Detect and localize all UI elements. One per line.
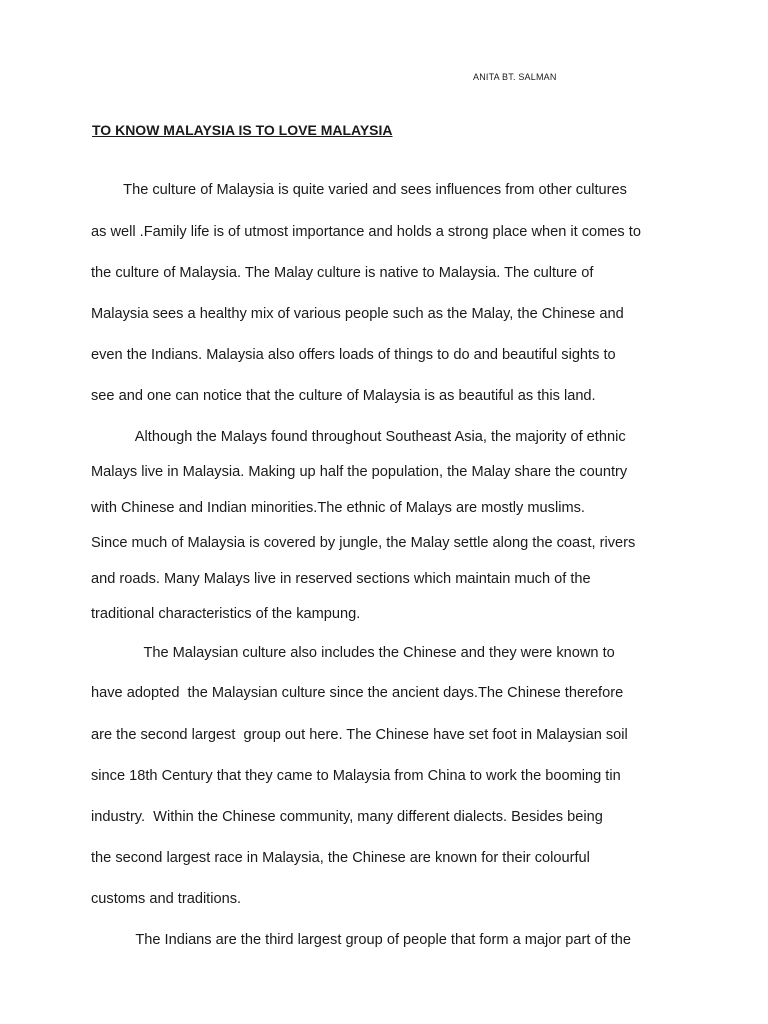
text-line: industry. Within the Chinese community, many different dialects. Besides being xyxy=(91,809,603,825)
text-line: Malaysia sees a healthy mix of various people such as the Malay, the Chinese and xyxy=(91,306,624,322)
text-line: as well .Family life is of utmost importance and holds a strong place when it comes to xyxy=(91,224,641,240)
text-line: see and one can notice that the culture of Malaysia is as beautiful as this land. xyxy=(91,388,596,404)
text-line: are the second largest group out here. The Chinese have set foot in Malaysian soil xyxy=(91,727,628,743)
text-line: the culture of Malaysia. The Malay culture is native to Malaysia. The culture of xyxy=(91,265,594,281)
text-line: Although the Malays found throughout Southeast Asia, the majority of ethnic xyxy=(91,429,626,445)
text-line: Malays live in Malaysia. Making up half the population, the Malay share the country xyxy=(91,464,628,480)
text-line: even the Indians. Malaysia also offers loads of things to do and beautiful sights to xyxy=(91,347,616,363)
text-line: customs and traditions. xyxy=(91,891,242,907)
text-line: Since much of Malaysia is covered by jungle, the Malay settle along the coast, rivers xyxy=(91,535,636,551)
text-line: traditional characteristics of the kampung. xyxy=(91,606,361,622)
text-line: since 18th Century that they came to Malaysia from China to work the booming tin xyxy=(91,768,621,784)
text-line: The Indians are the third largest group of people that form a major part of the xyxy=(91,932,631,948)
text-line: and roads. Many Malays live in reserved sections which maintain much of the xyxy=(91,571,591,587)
text-line: the second largest race in Malaysia, the Chinese are known for their colourful xyxy=(91,850,590,866)
text-line: The culture of Malaysia is quite varied and sees influences from other cultures xyxy=(91,182,627,198)
text-line: The Malaysian culture also includes the Chinese and they were known to xyxy=(91,645,615,661)
text-line: with Chinese and Indian minorities.The ethnic of Malays are mostly muslims. xyxy=(91,500,585,516)
text-line: have adopted the Malaysian culture since the ancient days.The Chinese therefore xyxy=(91,685,624,701)
essay-title: TO KNOW MALAYSIA IS TO LOVE MALAYSIA xyxy=(92,122,393,138)
author-name: ANITA BT. SALMAN xyxy=(473,72,557,82)
